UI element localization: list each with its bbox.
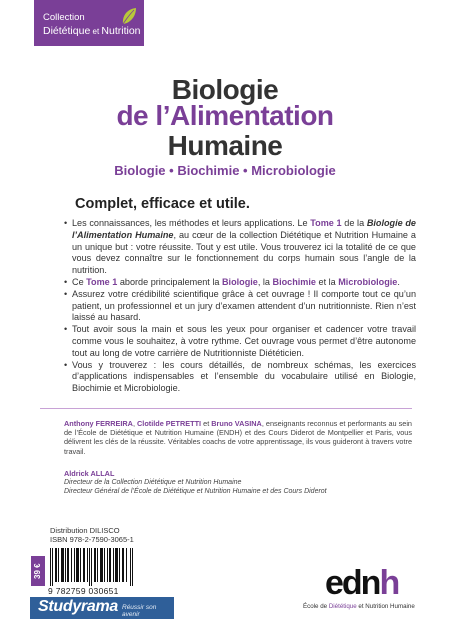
description <box>64 218 416 395</box>
director-role: Directeur de la Collection Diététique et Nutrition Humaine Directeur Général de l’École de Diététique et Nutrition Humaine et des Cours Diderot <box>64 479 327 495</box>
bullet-icon: • <box>64 359 68 370</box>
isbn-text: ISBN 978-2-7590-3065-1 <box>50 535 134 544</box>
publisher-tagline: Réussir son avenir <box>122 604 157 618</box>
collection-badge <box>34 0 144 46</box>
list-item: • Assurez votre crédibilité scientifique grâce à cet ouvrage ! Il comporte tout ce qu’un patient, un professionnel et un jury d’examen attendent d’un nutritionniste. Rien n’est laissé au hasard. <box>64 288 416 323</box>
list-item: • Ce Tome 1 aborde principalement la Biologie, la Biochimie et la Microbiologie. <box>64 276 400 287</box>
barcode-number: 9 782759 030651 <box>48 586 119 596</box>
bullet-icon: • <box>64 324 68 335</box>
bullet-icon: • <box>64 288 68 299</box>
collection-name: Diététique et Nutrition <box>43 25 141 37</box>
tagline: Complet, efficace et utile. <box>75 196 250 212</box>
director-name: Aldrick ALLAL <box>64 469 115 478</box>
separator-line <box>40 408 412 409</box>
list-item: • Les connaissances, les méthodes et leurs applications. Le Tome 1 de la Biologie de l’Alimentation Humaine, au cœur de la collection Diététique et Nutrition Humaine a un unique but : votre réussite. Tout y est utile. Vous trouverez ici la totalité de ce que vous devez connaître sur le fonctionnement du corps humain sous l’angle de la nutrition. <box>64 218 416 276</box>
school-tagline: École de Diététique et Nutrition Humaine <box>303 603 415 610</box>
barcode-icon <box>48 548 136 586</box>
distribution-text: Distribution DILISCO <box>50 526 120 535</box>
publisher-name: Studyrama <box>38 598 118 615</box>
subtitle: Biologie • Biochimie • Microbiologie <box>114 163 336 178</box>
price-label: 39 € <box>33 563 42 579</box>
bullet-icon: • <box>64 218 68 228</box>
bullet-icon: • <box>64 276 68 287</box>
authors-paragraph: Anthony FERREIRA, Clotilde PETRETTI et Bruno VASINA, enseignants reconnus et performants au sein de l’École de Diététique et Nutrition Humaine (ENDH) et des Cours Diderot de Montpellier et Paris, vous délivrent les clés de la réussite. Véritables coachs de votre apprentissage, ils vous guideront à travers votre travail. <box>64 419 412 456</box>
school-logo: ednh <box>325 564 399 602</box>
list-item: • Tout avoir sous la main et sous les yeux pour organiser et cadencer votre travail comme vous le souhaitez, à votre rythme. Cet ouvrage vous permet d’être autonome tout au long de votre carrière de Nutritionniste Diététicien. <box>64 324 416 358</box>
title-line-1: Biologie <box>171 74 279 105</box>
list-item: • Vous y trouverez : les cours détaillés, de nombreux schémas, les exercices d’applications indispensables et l’ensemble du vocabulaire utilisé en Biologie, Biochimie et Microbiologie. <box>64 359 416 394</box>
publisher-logo <box>30 597 174 619</box>
collection-label: Collection <box>43 12 85 23</box>
title-line-3: Humaine <box>167 130 283 161</box>
leaf-icon <box>120 6 138 26</box>
title-line-2: de l’Alimentation <box>116 100 334 131</box>
